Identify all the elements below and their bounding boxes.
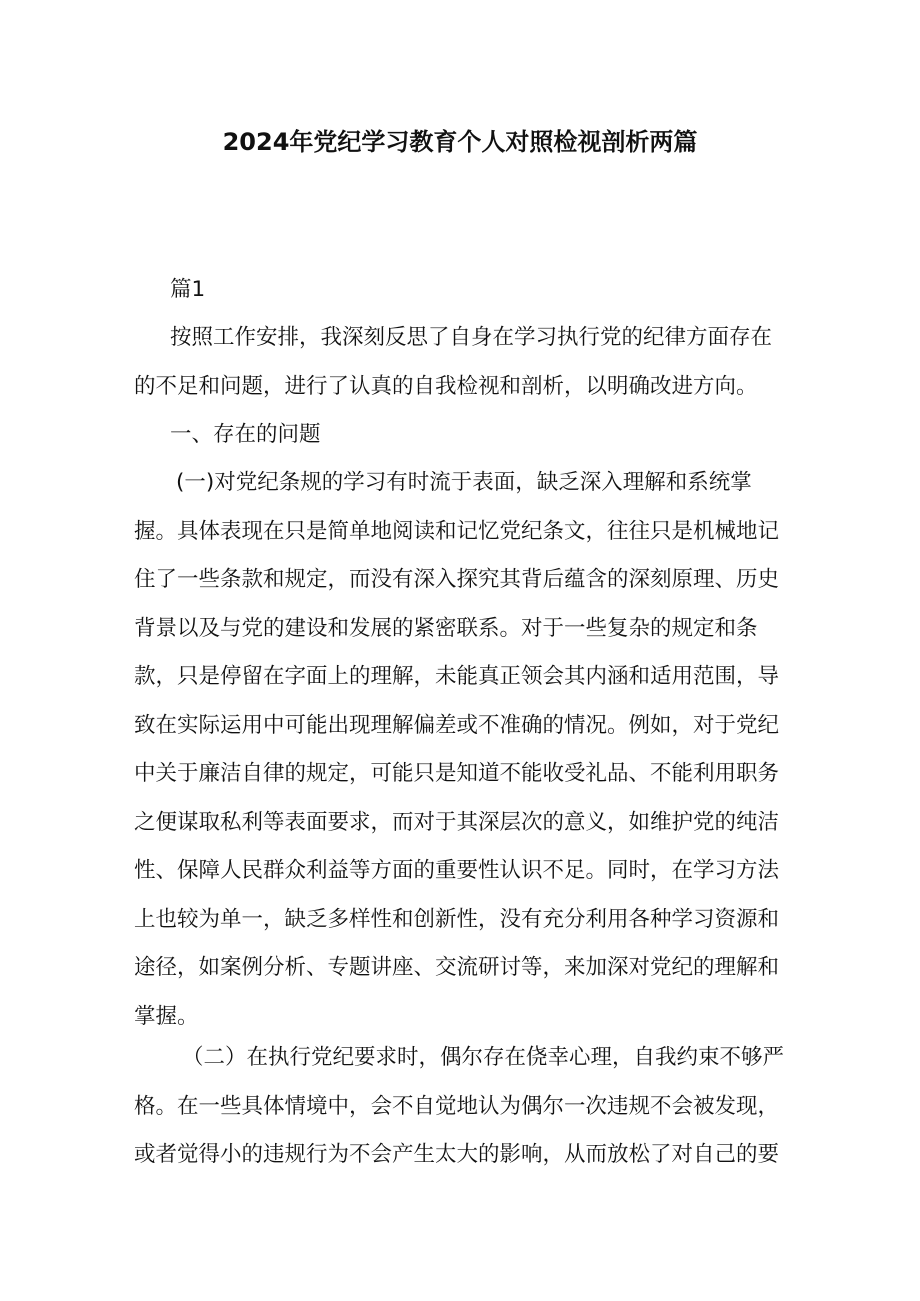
document-title: 2024年党纪学习教育个人对照检视剖析两篇 (222, 128, 698, 156)
paragraph-line: 握。具体表现在只是简单地阅读和记忆党纪条文，往往只是机械地记 (134, 518, 780, 544)
paragraph-line: 途径，如案例分析、专题讲座、交流研讨等，来加深对党纪的理解和 (134, 955, 780, 980)
paragraph-line: 格。在一些具体情境中，会不自觉地认为偶尔一次违规不会被发现， (134, 1093, 780, 1119)
section-label: 篇1 (170, 277, 206, 302)
paragraph-line: 中关于廉洁自律的规定，可能只是知道不能收受礼品、不能利用职务 (134, 761, 780, 786)
paragraph-line: (一)对党纪条规的学习有时流于表面，缺乏深入理解和系统掌 (176, 470, 752, 495)
paragraph-line: 住了一些条款和规定，而没有深入探究其背后蕴含的深刻原理、历史 (134, 567, 780, 592)
problem-item-2 (134, 1034, 794, 1180)
intro-paragraph (134, 314, 794, 460)
paragraph-line: 上也较为单一，缺乏多样性和创新性，没有充分利用各种学习资源和 (134, 906, 780, 932)
paragraph-line: 致在实际运用中可能出现理解偏差或不准确的情况。例如，对于党纪 (134, 712, 780, 738)
paragraph-line: （二）在执行党纪要求时，偶尔存在侥幸心理，自我约束不够严 (182, 1045, 785, 1070)
paragraph-line: 款，只是停留在字面上的理解，未能真正领会其内涵和适用范围，导 (134, 664, 780, 689)
paragraph-line: 的不足和问题，进行了认真的自我检视和剖析，以明确改进方向。 (134, 373, 758, 399)
paragraph-line: 背景以及与党的建设和发展的紧密联系。对于一些复杂的规定和条 (134, 615, 758, 641)
paragraph-line: 按照工作安排，我深刻反思了自身在学习执行党的纪律方面存在 (170, 325, 773, 350)
paragraph-line: 性、保障人民群众利益等方面的重要性认识不足。同时，在学习方法 (134, 858, 780, 883)
paragraph-line: 或者觉得小的违规行为不会产生太大的影响，从而放松了对自己的要 (134, 1142, 780, 1167)
section-heading: 一、存在的问题 (170, 422, 321, 447)
paragraph-line: 掌握。 (134, 1003, 199, 1029)
paragraph-line: 之便谋取私利等表面要求，而对于其深层次的意义，如维护党的纯洁 (134, 809, 780, 835)
problem-item-1 (134, 459, 794, 1041)
